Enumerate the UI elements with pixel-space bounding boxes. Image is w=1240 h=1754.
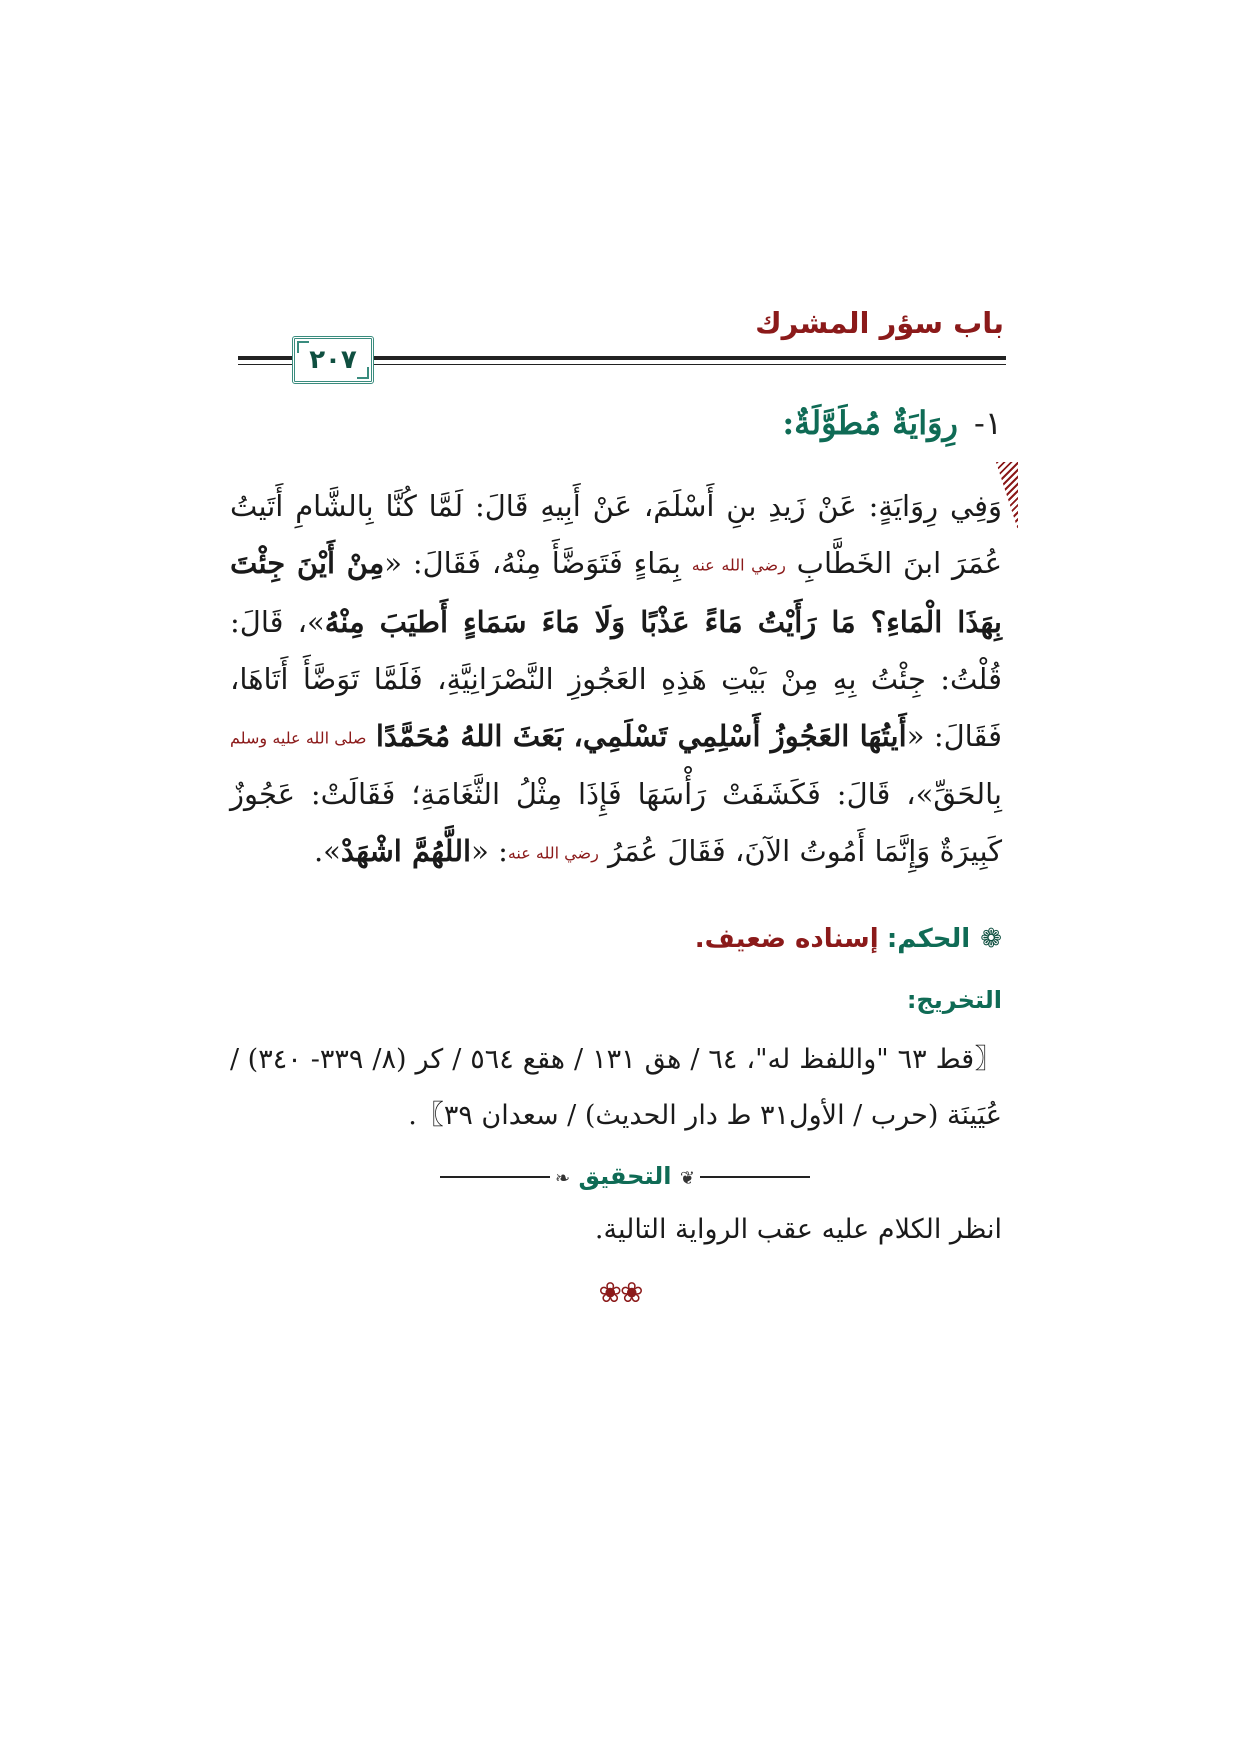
rosette-icon: ❁ xyxy=(980,924,1002,954)
chapter-title: باب سؤر المشرك xyxy=(755,306,1004,340)
section-title: رِوَايَةٌ مُطَوَّلَةٌ: xyxy=(782,404,958,442)
text-part: »، قَالَ: قُلْتُ: جِئْتُ بِهِ مِنْ بَيْتِ هَذِهِ العَجُوزِ النَّصْرَانِيَّةِ، فَلَمَّا تَوَضَّأَ أَتَاهَا، فَقَالَ: « xyxy=(230,604,1003,753)
hadith-text xyxy=(230,478,1002,882)
takhrij-label: التخريج: xyxy=(906,986,1002,1014)
honorific-icon: رضي الله عنه xyxy=(507,843,599,863)
section-number: ١- xyxy=(974,404,1002,442)
tahqiq-text: انظر الكلام عليه عقب الرواية التالية. xyxy=(594,1214,1002,1245)
text-part: : « xyxy=(471,834,508,868)
tahqiq-title-text: التحقيق xyxy=(578,1162,672,1190)
swirl-icon: ❦ xyxy=(679,1168,695,1189)
tahqiq-title xyxy=(440,1162,810,1190)
quote-bold: أَيتُهَا العَجُوزُ أَسْلِمِي تَسْلَمِي، بَعَثَ اللهُ مُحَمَّدًا xyxy=(375,718,907,753)
honorific-icon: صلى الله عليه وسلم xyxy=(230,728,367,747)
quote-bold: اللَّهُمَّ اشْهَدْ xyxy=(340,834,472,868)
honorific-icon: رضي الله عنه xyxy=(691,555,786,575)
ruling-value: إسناده ضعيف. xyxy=(694,924,879,954)
ruling-line xyxy=(695,924,1002,954)
section-heading xyxy=(782,404,1002,442)
text-part: ». xyxy=(313,834,341,868)
page-number: ٢٠٧ xyxy=(309,345,357,375)
quote-bold: مِنْ أَيْنَ جِئْتَ بِهَذَا الْمَاءِ؟ مَا رَأَيْتُ مَاءً عَذْبًا وَلَا مَاءَ سَمَاءٍ أَطيَبَ مِنْهُ xyxy=(230,546,1002,639)
text-part: بِمَاءٍ فَتَوَضَّأَ مِنْهُ، فَقَالَ: « xyxy=(384,546,692,580)
text-part: وَفِي رِوَايَةٍ: عَنْ زَيدِ بنِ أَسْلَمَ، عَنْ أَبِيهِ قَالَ: لَمَّا كُنَّا بِالشَّامِ أَتَيتُ عُمَرَ ابنَ الخَطَّابِ xyxy=(230,489,1003,580)
text-part: بِالحَقِّ»، قَالَ: فَكَشَفَتْ رَأْسَهَا فَإِذَا مِثْلُ الثَّغَامَةِ؛ فَقَالَتْ: عَجُوزٌ كَبِيرَةٌ وَإِنَّمَا أَمُوتُ الآنَ، فَقَالَ عُمَرُ xyxy=(230,777,1002,868)
end-ornament-icon: ❀❀ xyxy=(598,1276,642,1309)
page-number-badge xyxy=(292,336,374,384)
tahqiq-divider xyxy=(440,1162,810,1192)
takhrij-text: 〖قط ٦٣ "واللفظ له"، ٦٤ / هق ١٣١ / هقع ٥٦٤ / كر (٨/ ٣٣٩- ٣٤٠) / عُيَينَة (حرب / الأول٣١ ط دار الحديث) / سعدان ٣٩〗. xyxy=(230,1044,1002,1131)
swirl-icon: ❧ xyxy=(555,1168,571,1189)
ruling-label: الحكم: xyxy=(886,924,971,954)
